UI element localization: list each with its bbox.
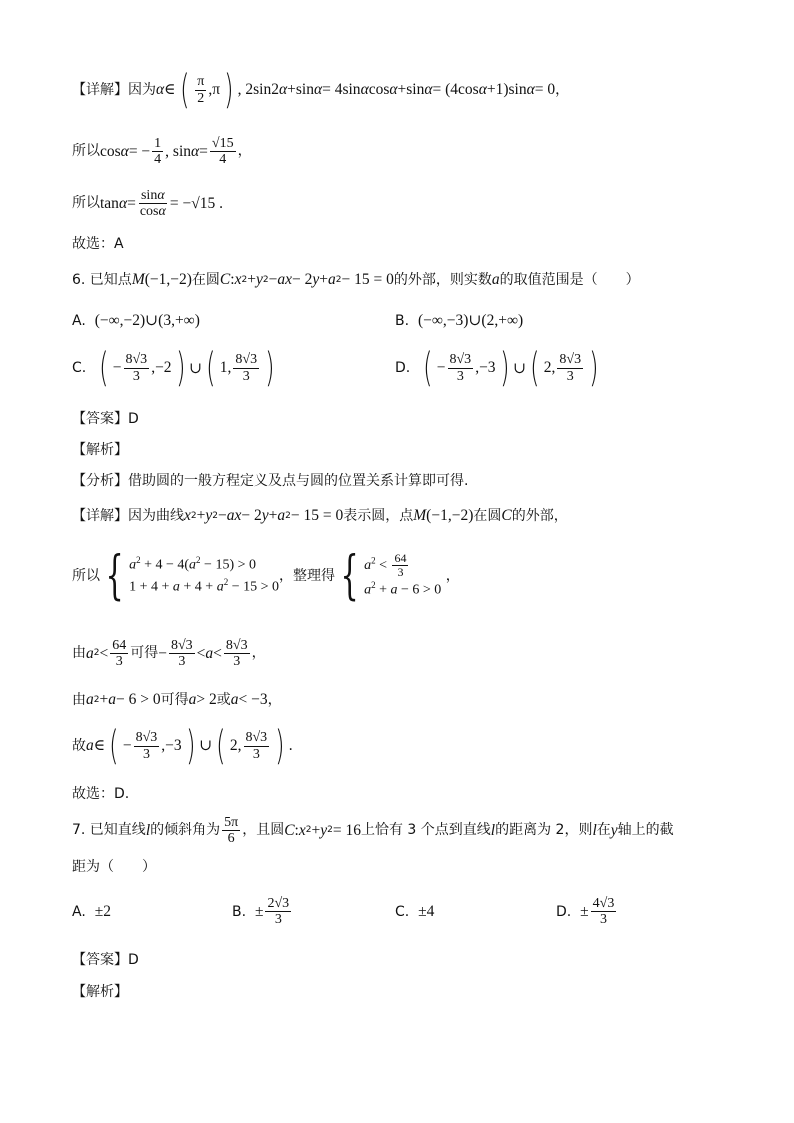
q7-stem-2: [72, 859, 156, 876]
analysis-title-text: 【解析】: [72, 984, 128, 1000]
detail-line-3: 所以 tan α = $\frac{\sin\alpha}{\cos\alpha}$ = −√15 .: [72, 188, 223, 220]
answer-text: 【答案】D: [72, 411, 139, 427]
q7-stem-1: 7. 已知直线 l 的倾斜角为 $\frac{5\pi}{6}$ ，且圆 C : x 2 + y 2 = 16 上恰有 3 个点到直线 l 的距离为 2，则 l 在 y 轴上的截: [72, 815, 674, 847]
detail-tag: 【详解】因为: [72, 81, 156, 98]
q6-detail-5: 故 a ∈ ( − $\frac{8√3}{3}$ ,−3 ) ∪ ( 2, $\frac{8√3}{3}$ ) .: [72, 723, 293, 769]
q6-analysis-title: [72, 442, 128, 459]
q6-option-b[interactable]: B. (−∞,−3)∪(2,+∞): [395, 312, 524, 329]
q7-answer: [72, 952, 139, 969]
q7-option-c[interactable]: C. ±4: [395, 903, 435, 920]
q6-detail-2: 所以 { $a^2 + 4 - 4(a^2 - 15) > 0$ $1 + 4 + a + 4 + a^2 - 15 > 0$ ，整理得 { $a^2$ < $\frac{64}{3}$ $a^2 + a - 6 > 0$ ，: [72, 546, 460, 606]
q6-detail-1: 【详解】因为曲线 x 2 + y 2 − ax − 2 y + a 2 − 15 = 0 表示圆，点 M (−1,−2) 在圆 C 的外部，: [72, 507, 568, 524]
q6-detail-4: 由 a 2 + a − 6 > 0 可得 a > 2 或 a < −3 ，: [72, 691, 282, 708]
detail-line-1: 【详解】因为 α ∈ ( $\frac{\pi}{2}$ ,π ) , 2sin2 α +sin α = 4sin α cos α +sin α = (4cos α +1)sin α = 0 ，: [72, 67, 570, 113]
analysis-title-text: 【解析】: [72, 442, 128, 458]
choose-text: 故选：A: [72, 236, 124, 252]
q7-analysis-title: [72, 984, 128, 1001]
fenxi-text: 【分析】借助圆的一般方程定义及点与圆的位置关系计算即可得.: [72, 473, 469, 489]
answer-text: 【答案】D: [72, 952, 139, 968]
q7-option-b[interactable]: B. ± $\frac{2√3}{3}$: [232, 896, 290, 928]
choose-text: 故选：D.: [72, 786, 130, 802]
q6-fenxi: [72, 473, 468, 490]
stem-text: 距为（ ）: [72, 859, 156, 875]
choose-line-q5: [72, 236, 124, 253]
q6-option-d[interactable]: D. ( − $\frac{8√3}{3}$ ,−3 ) ∪ ( 2, $\frac{8√3}{3}$ ): [395, 345, 599, 391]
q7-option-d[interactable]: D. ± $\frac{4√3}{3}$: [556, 896, 615, 928]
detail-line-2: 所以 cos α = − $\frac{1}{4}$ , sin α = $\frac{√15}{4}$ ，: [72, 136, 252, 168]
q6-detail-3: 由 a 2 < $\frac{64}{3}$ 可得 − $\frac{8√3}{3}$ < a < $\frac{8√3}{3}$ ，: [72, 638, 266, 670]
q7-option-a[interactable]: A. ±2: [72, 903, 111, 920]
q6-answer: [72, 411, 139, 428]
q6-stem: 6. 已知点 M (−1,−2) 在圆 C : x 2 + y 2 − ax − 2 y + a 2 − 15 = 0 的外部，则实数 a 的取值范围是（ ）: [72, 271, 640, 288]
q6-choose: [72, 786, 129, 803]
q6-option-a[interactable]: A. (−∞,−2)∪(3,+∞): [72, 312, 200, 329]
q6-option-c[interactable]: C. ( − $\frac{8√3}{3}$ ,−2 ) ∪ ( 1, $\frac{8√3}{3}$ ): [72, 345, 275, 391]
